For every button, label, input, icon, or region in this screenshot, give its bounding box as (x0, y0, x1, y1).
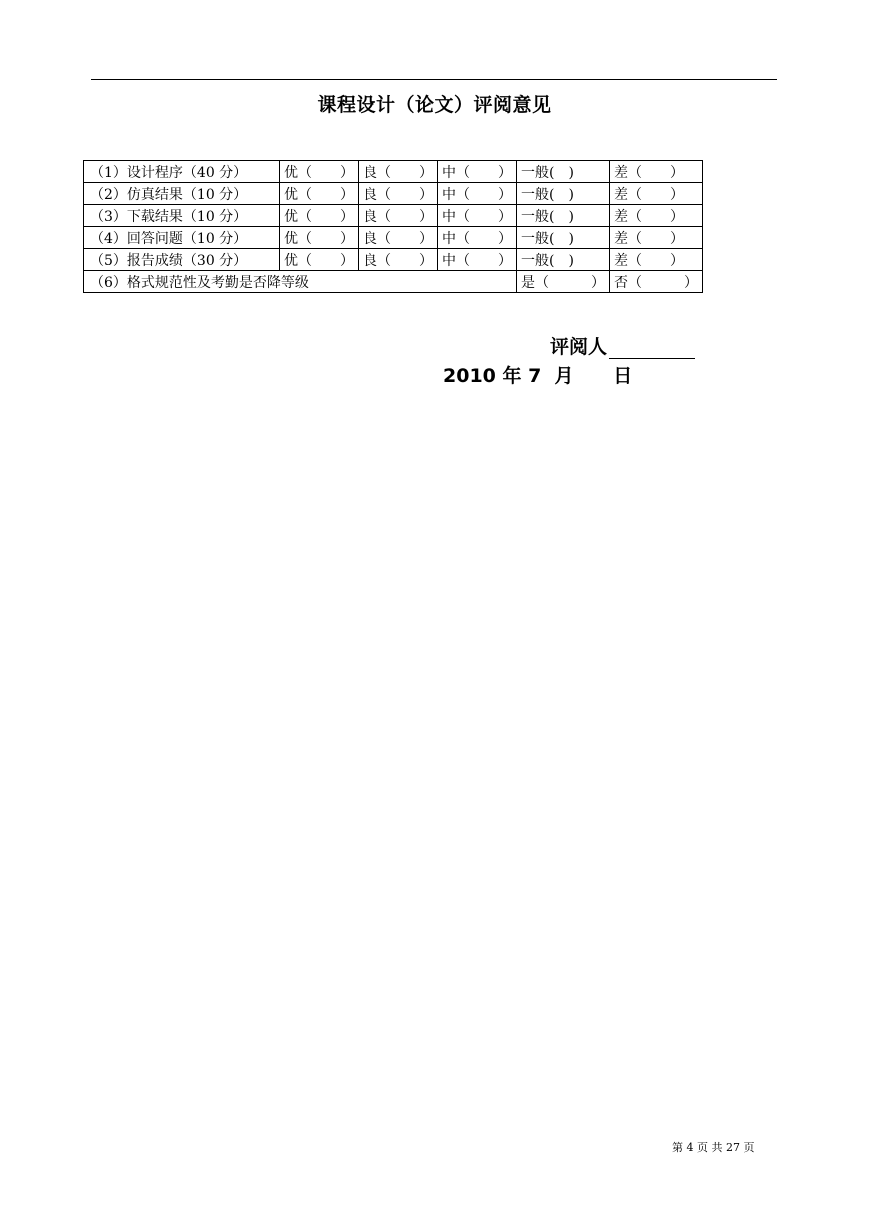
signature-line[interactable] (609, 338, 695, 359)
grade-option-cell[interactable]: 一般( ) (517, 183, 610, 205)
page-title: 课程设计（论文）评阅意见 (317, 94, 552, 116)
table-row (84, 183, 703, 205)
grade-option-cell[interactable]: 中（ ） (438, 183, 517, 205)
grade-option-cell[interactable]: 良（ ） (359, 205, 438, 227)
grading-table (83, 160, 703, 293)
grade-option-cell[interactable]: 一般( ) (517, 227, 610, 249)
table-row (84, 227, 703, 249)
yes-option-cell[interactable]: 是（ ） (517, 271, 610, 293)
grade-option-cell[interactable]: 差（ ） (610, 205, 703, 227)
no-option-cell[interactable]: 否（ ） (610, 271, 703, 293)
grade-option-cell[interactable]: 一般( ) (517, 249, 610, 271)
grade-option-cell[interactable]: 优（ ） (280, 161, 359, 183)
page-number: 第 4 页 共 27 页 (672, 1141, 755, 1154)
grade-option-cell[interactable]: 一般( ) (517, 161, 610, 183)
table-row-format (84, 271, 703, 293)
reviewer-label: 评阅人 (550, 336, 608, 358)
grade-option-cell[interactable]: 优（ ） (280, 183, 359, 205)
grade-option-cell[interactable]: 中（ ） (438, 227, 517, 249)
grade-option-cell[interactable]: 良（ ） (359, 161, 438, 183)
grade-option-cell[interactable]: 一般( ) (517, 205, 610, 227)
grade-option-cell[interactable]: 良（ ） (359, 227, 438, 249)
table-row (84, 205, 703, 227)
grade-option-cell[interactable]: 差（ ） (610, 227, 703, 249)
grade-option-cell[interactable]: 中（ ） (438, 205, 517, 227)
criterion-cell: （6）格式规范性及考勤是否降等级 (84, 271, 517, 293)
header-rule (91, 79, 777, 80)
grade-option-cell[interactable]: 优（ ） (280, 249, 359, 271)
grade-option-cell[interactable]: 差（ ） (610, 183, 703, 205)
grade-option-cell[interactable]: 中（ ） (438, 249, 517, 271)
grade-option-cell[interactable]: 良（ ） (359, 183, 438, 205)
table-row (84, 161, 703, 183)
criterion-cell: （5）报告成绩（30 分） (84, 249, 280, 271)
grade-option-cell[interactable]: 优（ ） (280, 205, 359, 227)
table-row (84, 249, 703, 271)
reviewer-signature (550, 332, 695, 359)
review-date: 2010 年 7 月 日 (443, 365, 633, 387)
grade-option-cell[interactable]: 差（ ） (610, 161, 703, 183)
grade-option-cell[interactable]: 优（ ） (280, 227, 359, 249)
criterion-cell: （4）回答问题（10 分） (84, 227, 280, 249)
criterion-cell: （1）设计程序（40 分） (84, 161, 280, 183)
grade-option-cell[interactable]: 差（ ） (610, 249, 703, 271)
grade-option-cell[interactable]: 中（ ） (438, 161, 517, 183)
criterion-cell: （2）仿真结果（10 分） (84, 183, 280, 205)
grade-option-cell[interactable]: 良（ ） (359, 249, 438, 271)
criterion-cell: （3）下载结果（10 分） (84, 205, 280, 227)
